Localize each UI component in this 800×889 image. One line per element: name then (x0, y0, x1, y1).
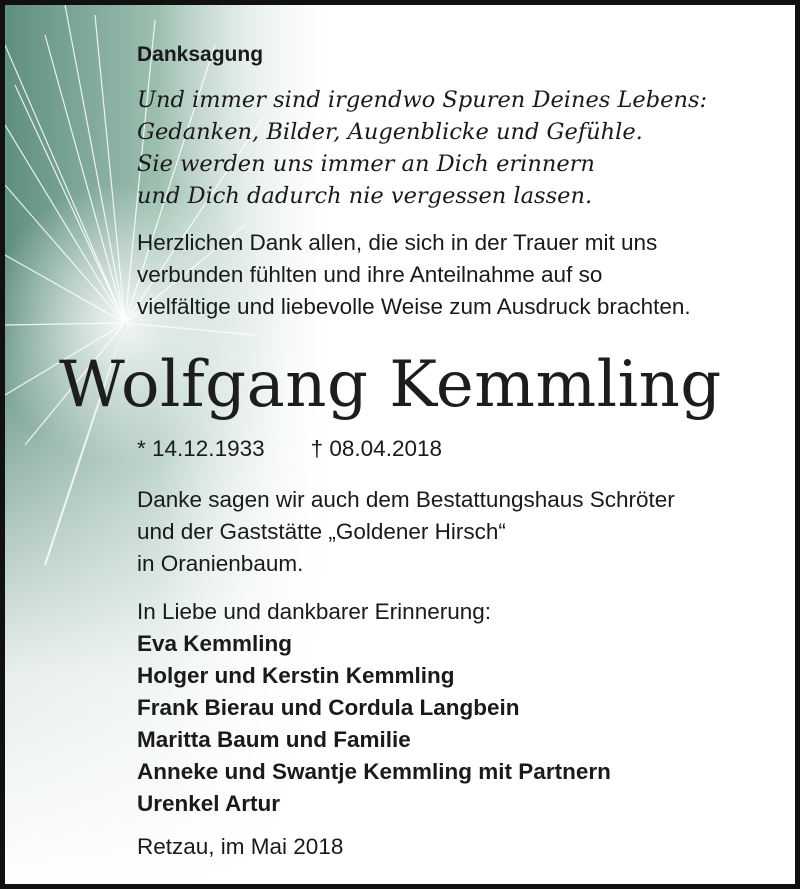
life-dates (137, 433, 442, 465)
mourner: Frank Bierau und Cordula Langbein (137, 695, 520, 720)
thanks-line: Herzlichen Dank allen, die sich in der Trauer mit uns (137, 230, 658, 255)
deceased-name: Wolfgang Kemmling (59, 348, 722, 422)
place-date: Retzau, im Mai 2018 (137, 834, 344, 859)
mourner: Anneke und Swantje Kemmling mit Partnern (137, 759, 611, 784)
thanks-line: vielfältige und liebevolle Weise zum Ausdruck brachten. (137, 294, 691, 319)
poem-line: Und immer sind irgendwo Spuren Deines Lebens: (137, 87, 708, 113)
heading: Danksagung (137, 43, 264, 66)
birth-date: * 14.12.1933 (137, 436, 265, 461)
extra-thanks-line: Danke sagen wir auch dem Bestattungshaus Schröter (137, 487, 675, 512)
death-date: † 08.04.2018 (310, 436, 442, 461)
extra-thanks-line: in Oranienbaum. (137, 551, 304, 576)
extra-thanks-line: und der Gaststätte „Goldener Hirsch“ (137, 519, 506, 544)
mourner: Urenkel Artur (137, 791, 280, 816)
thanks-text (137, 227, 691, 323)
poem (137, 84, 707, 212)
mourners-intro: In Liebe und dankbarer Erinnerung: (137, 599, 492, 624)
extra-thanks (137, 484, 675, 580)
mourners-list (137, 596, 611, 820)
mourner: Maritta Baum und Familie (137, 727, 411, 752)
mourner: Eva Kemmling (137, 631, 293, 656)
poem-line: Gedanken, Bilder, Augenblicke und Gefühle. (137, 119, 643, 145)
poem-line: Sie werden uns immer an Dich erinnern (137, 151, 595, 177)
thanks-line: verbunden fühlten und ihre Anteilnahme auf so (137, 262, 603, 287)
poem-line: und Dich dadurch nie vergessen lassen. (137, 183, 593, 209)
mourner: Holger und Kerstin Kemmling (137, 663, 455, 688)
